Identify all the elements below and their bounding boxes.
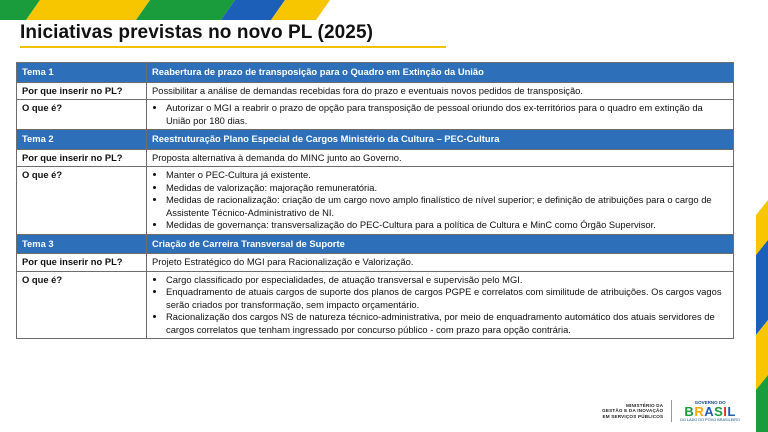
gov-logo-tagline: DO LADO DO POVO BRASILEIRO (680, 418, 740, 422)
why-label: Por que inserir no PL? (17, 82, 147, 100)
why-text: Projeto Estratégico do MGI para Racionalização e Valorização. (147, 254, 734, 272)
why-label: Por que inserir no PL? (17, 149, 147, 167)
bullet-item: • Medidas de valorização: majoração remuneratória. (166, 182, 728, 195)
section-heading: Criação de Carreira Transversal de Suporte (147, 234, 734, 254)
why-row (17, 82, 734, 100)
top-decorative-bar (0, 0, 768, 20)
why-row (17, 149, 734, 167)
what-label: O que é? (17, 271, 147, 339)
bullet-item: • Manter o PEC-Cultura já existente. (166, 169, 728, 182)
bullet-item: • Medidas de governança: transversalização do PEC-Cultura para a política de Cultura e MinC como Órgão Supervisor. (166, 219, 728, 232)
what-row (17, 167, 734, 235)
bullet-list (152, 169, 728, 232)
bullet-item: • Cargo classificado por especialidades, de atuação transversal e supervisão pelo MGI. (166, 274, 728, 287)
section-heading: Reabertura de prazo de transposição para o Quadro em Extinção da União (147, 63, 734, 83)
section-header-row (17, 234, 734, 254)
bullet-item: • Enquadramento de atuais cargos de suporte dos planos de cargos PGPE e correlatos com similitude de atribuições. Os cargos vagos serão criados por transformação, sem impacto orçamentário. (166, 286, 728, 311)
title-underline (20, 46, 446, 48)
section-tag: Tema 1 (17, 63, 147, 83)
what-row (17, 271, 734, 339)
what-content (147, 100, 734, 130)
ministry-line: GESTÃO E DA INOVAÇÃO (602, 408, 664, 414)
why-text: Possibilitar a análise de demandas recebidas fora do prazo e eventuais novos pedidos de transposição. (147, 82, 734, 100)
what-content (147, 167, 734, 235)
ministry-line: EM SERVIÇOS PÚBLICOS (602, 413, 664, 419)
section-tag: Tema 2 (17, 130, 147, 150)
bullet-item: • Autorizar o MGI a reabrir o prazo de opção para transposição de pessoal oriundo dos ex-territórios para o quadro em extinção da União por 180 dias. (166, 102, 728, 127)
what-label: O que é? (17, 100, 147, 130)
footer-logos (602, 400, 740, 422)
bullet-list (152, 102, 728, 127)
bullet-list (152, 274, 728, 337)
initiatives-table (16, 62, 734, 339)
side-decorative-bar (746, 200, 768, 432)
section-header-row (17, 130, 734, 150)
ministry-line: MINISTÉRIO DA (625, 403, 664, 409)
ministry-logo (602, 403, 663, 419)
government-logo (680, 400, 740, 422)
gov-logo-top: GOVERNO DO (694, 400, 726, 405)
logo-divider (671, 400, 672, 422)
what-label: O que é? (17, 167, 147, 235)
why-text: Proposta alternativa à demanda do MINC junto ao Governo. (147, 149, 734, 167)
section-header-row (17, 63, 734, 83)
what-content (147, 271, 734, 339)
bullet-item: • Medidas de racionalização: criação de um cargo novo amplo finalístico de nível superior; e definição de atribuições para o cargo de Assistente Técnico-Administrativo de NI. (166, 194, 728, 219)
section-heading: Reestruturação Plano Especial de Cargos Ministério da Cultura – PEC-Cultura (147, 130, 734, 150)
section-tag: Tema 3 (17, 234, 147, 254)
gov-logo-wordmark: BRASIL (684, 404, 736, 419)
what-row (17, 100, 734, 130)
page-title: Iniciativas previstas no novo PL (2025) (20, 22, 374, 43)
why-row (17, 254, 734, 272)
why-label: Por que inserir no PL? (17, 254, 147, 272)
bullet-item: • Racionalização dos cargos NS de natureza técnico-administrativa, por meio de enquadramento automático dos atuais servidores de cargos correlatos que tenham ingressado por concurso público - com prazo para opção contrária. (166, 311, 728, 336)
